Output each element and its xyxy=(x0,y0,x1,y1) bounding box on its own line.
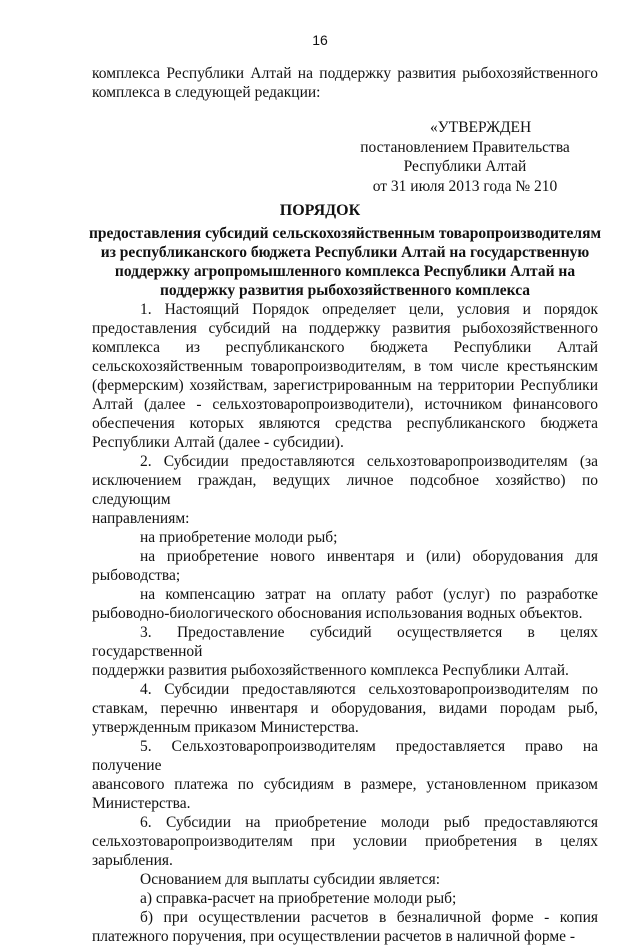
paragraph-line: ставкам, перечню инвентаря и оборудования, видами породам рыб, xyxy=(92,700,598,717)
approval-line: от 31 июля 2013 года № 210 xyxy=(372,177,558,195)
paragraph-line: а) справка-расчет на приобретение молоди рыб; xyxy=(140,890,457,907)
paragraph-line: Алтай (далее - сельхозтоваропроизводители), источником финансового xyxy=(92,396,598,413)
paragraph-line: 3. Предоставление субсидий осуществляется в целях государственной xyxy=(92,624,598,660)
paragraph-line: на приобретение молоди рыб; xyxy=(140,529,338,546)
intro-text xyxy=(92,64,598,102)
paragraph-line: поддержки развития рыбохозяйственного комплекса Республики Алтай. xyxy=(92,662,569,679)
paragraph-line: утвержденным приказом Министерства. xyxy=(92,719,359,736)
subtitle-line: поддержку развития рыбохозяйственного комплекса xyxy=(159,282,531,299)
document-title: ПОРЯДОК xyxy=(279,202,361,219)
paragraph-line: авансового платежа по субсидиям в размере, установленном приказом xyxy=(92,776,598,793)
approval-line: постановлением Правительства xyxy=(360,138,570,156)
paragraph-line: исключением граждан, ведущих личное подсобное хозяйство) по следующим xyxy=(92,472,598,508)
paragraph xyxy=(92,737,598,813)
paragraph xyxy=(92,452,598,528)
paragraph xyxy=(92,813,598,870)
paragraph-line: 2. Субсидии предоставляются сельхозтоваропроизводителям (за xyxy=(140,453,598,470)
subtitle-line: предоставления субсидий сельскохозяйственным товаропроизводителям xyxy=(88,225,602,242)
paragraph xyxy=(92,528,598,547)
approval-stamp xyxy=(330,118,600,196)
page-number: 16 xyxy=(312,32,328,48)
paragraph-line: сельскохозяйственным товаропроизводителям, в том числе крестьянским xyxy=(92,358,598,375)
paragraph-line: комплекса из республиканского бюджета Республики Алтай xyxy=(92,339,598,356)
approval-line: «УТВЕРЖДЕН xyxy=(430,119,532,136)
intro-line: комплекса в следующей редакции: xyxy=(92,84,321,101)
approval-line: Республики Алтай xyxy=(403,158,527,175)
paragraph-line: на компенсацию затрат на оплату работ (услуг) по разработке xyxy=(140,586,598,603)
paragraph xyxy=(92,623,598,680)
paragraph xyxy=(92,889,598,908)
paragraph xyxy=(92,870,598,889)
paragraph-line: сельхозтоваропроизводителям при условии приобретения в целях xyxy=(92,833,598,850)
paragraph-line: Республики Алтай (далее - субсидии). xyxy=(92,434,344,451)
paragraph-line: Министерства. xyxy=(92,795,191,812)
subtitle-line: из республиканского бюджета Республики Алтай на государственную xyxy=(100,244,590,261)
paragraph-line: рыбоводно-биологического обоснования использования водных объектов. xyxy=(92,605,583,622)
paragraph-line: платежного поручения, при осуществлении расчетов в наличной форме - xyxy=(92,928,576,945)
document-subtitle xyxy=(80,224,610,300)
paragraph-line: направлениям: xyxy=(92,510,190,527)
document-body xyxy=(92,300,598,946)
subtitle-line: поддержку агропромышленного комплекса Республики Алтай на xyxy=(114,263,576,280)
intro-line: комплекса Республики Алтай на поддержку развития рыбохозяйственного xyxy=(92,65,598,82)
paragraph-line: на приобретение нового инвентаря и (или) оборудования для xyxy=(140,548,598,565)
paragraph-line: рыбоводства; xyxy=(92,567,181,584)
paragraph-line: 6. Субсидии на приобретение молоди рыб предоставляются xyxy=(140,814,598,831)
paragraph xyxy=(92,680,598,737)
paragraph-line: 4. Субсидии предоставляются сельхозтоваропроизводителям по xyxy=(140,681,598,698)
paragraph-line: 5. Сельхозтоваропроизводителям предоставляется право на получение xyxy=(92,738,598,774)
paragraph-line: предоставления субсидий на поддержку развития рыбохозяйственного xyxy=(92,320,598,337)
paragraph-line: зарыбления. xyxy=(92,852,173,869)
paragraph xyxy=(92,585,598,623)
paragraph-line: б) при осуществлении расчетов в безналичной форме - копия xyxy=(140,909,598,926)
paragraph-line: Основанием для выплаты субсидии является: xyxy=(140,871,441,888)
paragraph-line: (фермерским) хозяйствам, зарегистрированным на территории Республики xyxy=(92,377,598,394)
paragraph-line: обеспечения которых являются средства республиканского бюджета xyxy=(92,415,598,432)
paragraph xyxy=(92,300,598,452)
paragraph-line: 1. Настоящий Порядок определяет цели, условия и порядок xyxy=(140,301,598,318)
paragraph xyxy=(92,908,598,946)
paragraph xyxy=(92,547,598,585)
